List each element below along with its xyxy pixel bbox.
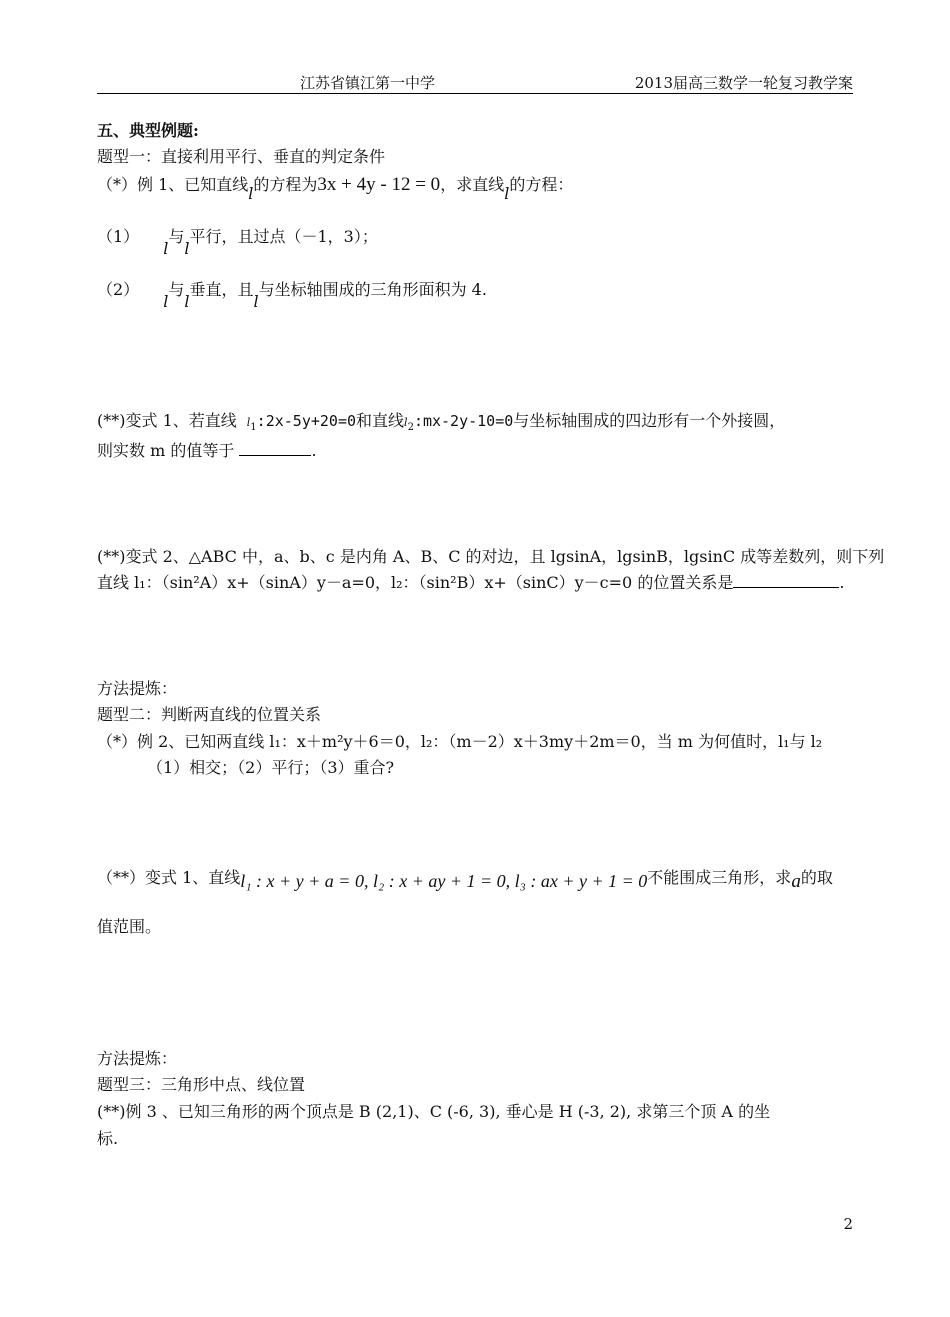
variant2-line1: (**)变式 2、△ABC 中，a、b、c 是内角 A、B、C 的对边，且 lgsinA，lgsinB，lgsinC 成等差数列，则下列 [97,547,885,566]
answer-blank [239,455,311,456]
line-l: l [184,239,190,258]
variant1-question: 则实数 m 的值等于 [97,441,235,460]
variant1-line2 [97,440,853,462]
variant2-line2 [97,572,853,594]
line-l1: l [246,416,251,429]
line-l-prime: l [253,292,259,311]
type3-heading: 题型三：三角形中点、线位置 [97,1075,306,1094]
example1-end: 的方程： [509,175,574,194]
subscript-1: 1 [250,422,257,434]
part2-text2: 与坐标轴围成的三角形面积为 4. [258,280,487,299]
line-l-prime: l [504,184,510,203]
part2-number: （2） [97,280,140,299]
example1-part2 [97,279,853,311]
part2-text: 垂直，且 [189,280,254,299]
example1-tail: ，求直线 [440,175,505,194]
line-l-prime: l [163,292,169,311]
example3-line2: 标. [97,1129,119,1148]
example1-line [97,174,853,203]
type2-heading: 题型二：判断两直线的位置关系 [97,705,322,724]
type2-variant1-end: 的取 [800,868,833,887]
example1-part1 [97,226,853,258]
part1-number: （1） [97,227,140,246]
variant1-line1 [97,410,853,439]
answer-blank [733,587,839,588]
header-course: 2013届高三数学一轮复习教学案 [634,74,853,92]
type2-variant1-tail: 不能围成三角形，求 [647,868,792,887]
type2-variant1-mark: （**）变式 1、直线 [97,868,241,887]
part1-text: 平行，且过点（－1，3）； [189,227,378,246]
method-summary-1: 方法提炼： [97,679,178,698]
variant2-text: 直线 l₁：（sin²A）x+（sinA）y－a=0，l₂：（sin²B）x+（sinC）y－c=0 的位置关系是 [97,573,734,592]
variant1-tail: 与坐标轴围成的四边形有一个外接圆， [513,411,786,430]
variant1-mark: (**)变式 1、若直线 [97,411,237,430]
line-l-prime: l [163,239,169,258]
line-l2: l [404,416,408,429]
l2-equation: :mx-2y-10=0 [413,412,514,430]
type2-variant1-line1 [97,866,853,892]
word-yu: 与 [168,280,185,299]
example1-mark: （*）例 1、已知直线 [97,175,249,194]
variant2-end: . [839,573,845,592]
example2-line1: （*）例 2、已知两直线 l₁：x＋m²y＋6＝0，l₂：（m－2）x＋3my＋2m＝0，当 m 为何值时，l₁与 l₂ [97,732,823,751]
example2-line2: （1）相交；（2）平行；（3）重合? [147,758,395,777]
line-l: l [184,292,190,311]
example3-line1: (**)例 3 、已知三角形的两个顶点是 B (2,1)、C (-6, 3), 垂心是 H (-3, 2), 求第三个顶 A 的坐 [97,1102,771,1121]
example1-equation: 3x + 4y - 12 = 0 [317,174,441,195]
variable-a: a [791,871,801,892]
variant1-end: . [311,441,317,460]
subscript-2: 2 [407,422,414,434]
word-and-line: 和直线 [356,411,405,430]
page-number: 2 [843,1215,853,1233]
section-title: 五、典型例题: [97,121,199,140]
l1-equation: :2x-5y+20=0 [256,412,357,430]
header-rule [97,93,853,94]
example1-mid: 的方程为 [253,175,318,194]
type2-variant1-line2: 值范围。 [97,917,162,936]
line-l: l [248,184,254,203]
header-school: 江苏省镇江第一中学 [300,74,436,92]
three-lines-equation: l₁ : x + y + a = 0, l₂ : x + ay + 1 = 0, l₃ : ax + y + 1 = 0 [240,871,648,891]
word-yu: 与 [168,227,185,246]
type1-heading: 题型一：直接利用平行、垂直的判定条件 [97,147,386,166]
method-summary-2: 方法提炼： [97,1049,178,1068]
